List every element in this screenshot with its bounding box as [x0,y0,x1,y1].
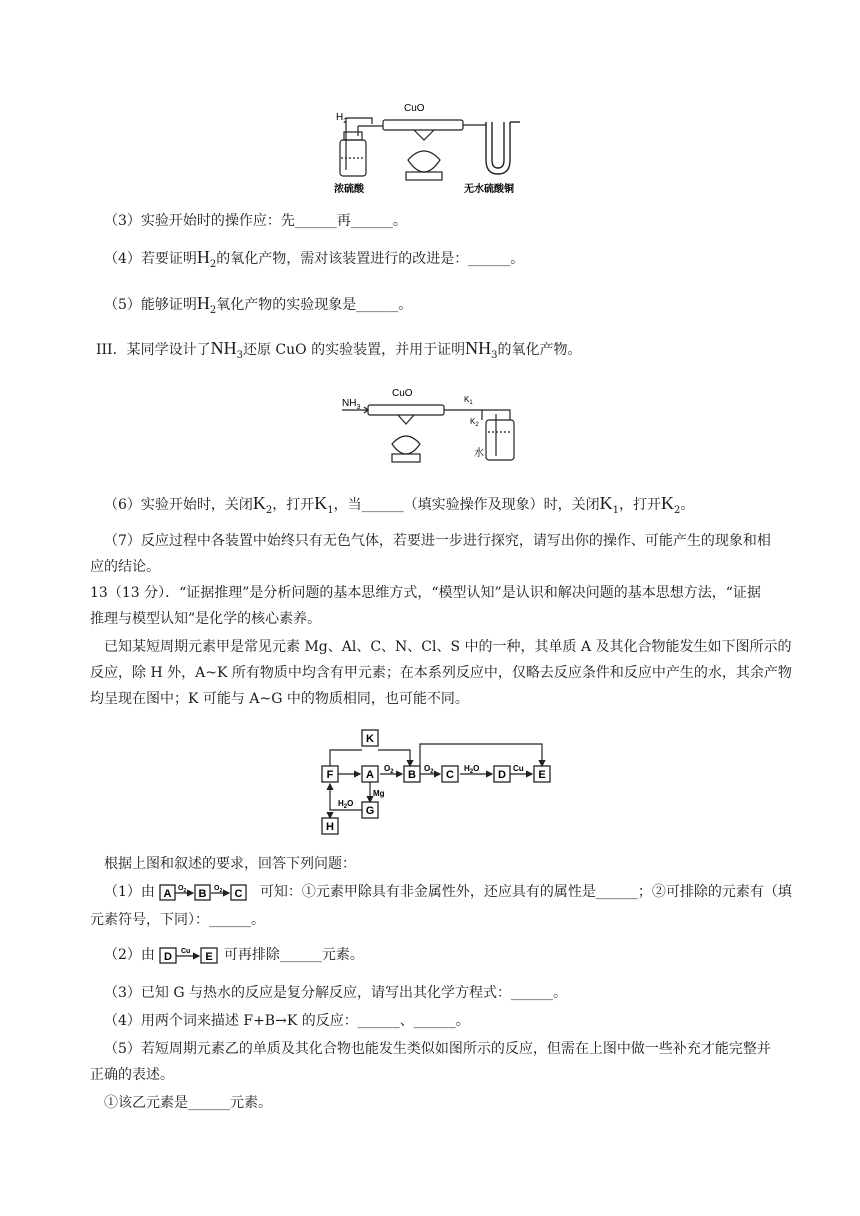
answer-1-line-1 [104,882,792,902]
svg-text:E: E [538,769,546,781]
h2-apparatus-figure [328,100,528,198]
question-7-line-1: （7）反应过程中各装置中始终只有无色气体，若要进一步进行探究，请写出你的操作、可能产生的现象和相 [104,533,771,549]
k2-symbol: K [661,493,675,513]
u-tube-label-anhydrous-copper-sulfate: 无水硫酸铜 [464,184,514,195]
nh3-subscript: 3 [236,349,243,361]
answer-5-line-2: 正确的表述。 [90,1067,174,1083]
question-3: （3）实验开始时的操作应：先______再______。 [104,213,407,229]
k2-subscript: 2 [265,504,273,516]
answer-1-pre: （1）由 [104,884,155,900]
svg-text:B: B [198,888,207,900]
inline-a-b-c-diagram [159,882,255,902]
water-bottle [486,414,514,460]
q6-text-2: ，打开 [272,497,315,513]
h2-label: $H_2$ [336,112,348,125]
water-label: 水 [474,448,484,459]
answer-3: （3）已知 G 与热水的反应是复分解反应，请写出其化学方程式：______。 [104,985,567,1001]
h2-subscript: 2 [209,258,217,270]
svg-text:C: C [446,769,454,781]
k2-label: $K_2$ [470,417,479,428]
cuo-label: CuO [404,103,425,114]
svg-text:B: B [408,769,416,781]
box-C [442,766,458,782]
question-5 [104,293,412,321]
svg-text:O2: $O_2$ [214,885,223,894]
part-3-pre: III．某同学设计了 [96,342,211,358]
k1-label: $K_1$ [464,395,473,406]
question-4-post: 的氧化产物，需对该装置进行的改进是：______。 [216,251,525,267]
nh3-subscript: 3 [491,349,498,361]
reaction-flow-diagram [316,726,556,838]
svg-text:G: G [365,805,375,817]
part-3-mid: 还原 CuO 的实验装置，并用于证明 [242,342,466,358]
glass-tubing [342,405,510,420]
question-13-line-5: 均呈现在图中；K 可能与 A~G 中的物质相同，也可能不同。 [90,691,469,707]
bottle-label-concentrated-sulfuric-acid: 浓硫酸 [334,184,364,195]
question-5-pre: （5）能够证明 [104,297,197,313]
question-13-line-4: 反应，除 H 外，A~K 所有物质中均含有甲元素；在本系列反应中，仅略去反应条件和反应中产生的水，其余产物 [90,665,792,681]
answer-2-pre: （2）由 [104,947,155,963]
box-B [404,766,420,782]
label-mg-a-to-g: Mg [373,789,385,798]
part-3-post: 的氧化产物。 [497,342,582,358]
box-K [362,730,378,746]
inline-d-e-diagram [159,945,219,965]
h2-symbol: H [196,293,210,313]
box-G [362,802,378,818]
question-4-pre: （4）若要证明 [104,251,197,267]
question-13-line-1: 13（13 分）．“证据推理”是分析问题的基本思维方式，“模型认知”是认识和解决问题的基本思想方法，“证据 [90,585,761,601]
u-tube [486,122,520,174]
box-F [322,766,338,782]
k1-symbol: K [314,493,328,513]
cuo-label: CuO [392,388,413,399]
h2-symbol: H [196,247,210,267]
q6-text-5: 。 [680,497,695,513]
answer-1-post: 可知：①元素甲除具有非金属性外，还应具有的属性是______；②可排除的元素有（填 [259,884,792,900]
label-o2-b-to-c: $O_2$ [424,764,434,775]
question-5-post: 氧化产物的实验现象是______。 [216,297,413,313]
box-D [494,766,510,782]
part-3-heading [96,338,581,366]
svg-text:O2: $O_2$ [178,885,187,894]
svg-text:D: D [498,769,506,781]
k1-subscript: 1 [327,504,334,516]
svg-text:A: A [366,769,374,781]
k2-subscript: 2 [674,504,681,516]
answer-2 [104,945,364,965]
nh3-label: $NH_3$ [342,398,361,411]
label-h2o-c-to-d: $H_2O$ [464,764,480,775]
svg-text:H: H [326,821,334,833]
k1-symbol: K [599,493,613,513]
question-6 [104,493,694,521]
svg-text:A: A [163,888,172,900]
alcohol-lamp [406,130,442,180]
label-h2o-g-to-f: $H_2O$ [338,799,354,810]
glass-tubing [346,118,486,130]
label-o2-a-to-b: $O_2$ [384,764,394,775]
box-E [534,766,550,782]
k1-subscript: 1 [612,504,620,516]
gas-washing-bottle [340,122,366,176]
answer-intro: 根据上图和叙述的要求，回答下列问题： [104,856,356,872]
question-13-line-2: 推理与模型认知”是化学的核心素养。 [90,611,322,627]
svg-text:F: F [326,769,334,781]
answer-1-line-2: 元素符号，下同）：______。 [90,912,265,928]
box-H [322,818,338,834]
svg-text:K: K [366,733,374,745]
answer-5-line-1: （5）若短周期元素乙的单质及其化合物也能发生类似如图所示的反应，但需在上图中做一些补充才能完整并 [104,1041,771,1057]
svg-text:C: C [234,888,243,900]
question-7-line-2: 应的结论。 [90,559,160,575]
q6-text-1: （6）实验开始时，关闭 [104,497,253,513]
nh3-symbol: NH [465,338,492,358]
answer-4: （4）用两个词来描述 F+B→K 的反应：______、______。 [104,1013,470,1029]
question-4 [104,247,524,275]
answer-2-post: 可再排除______元素。 [223,947,364,963]
h2-subscript: 2 [209,304,217,316]
alcohol-lamp [392,415,420,462]
label-cu-d-to-e: Cu [513,764,524,773]
svg-text:Cu: Cu [181,948,191,955]
question-13-line-3: 已知某短周期元素甲是常见元素 Mg、Al、C、N、Cl、S 中的一种，其单质 A 及其化合物能发生如下图所示的 [104,639,792,655]
nh3-apparatus-figure [340,384,526,468]
k2-symbol: K [252,493,266,513]
svg-text:D: D [164,951,173,963]
q6-text-4: ，打开 [619,497,662,513]
answer-5-sub-1: ①该乙元素是______元素。 [104,1095,272,1111]
nh3-symbol: NH [210,338,237,358]
box-A [362,766,378,782]
q6-text-3: ，当______（填实验操作及现象）时，关闭 [333,497,600,513]
svg-text:E: E [205,951,214,963]
